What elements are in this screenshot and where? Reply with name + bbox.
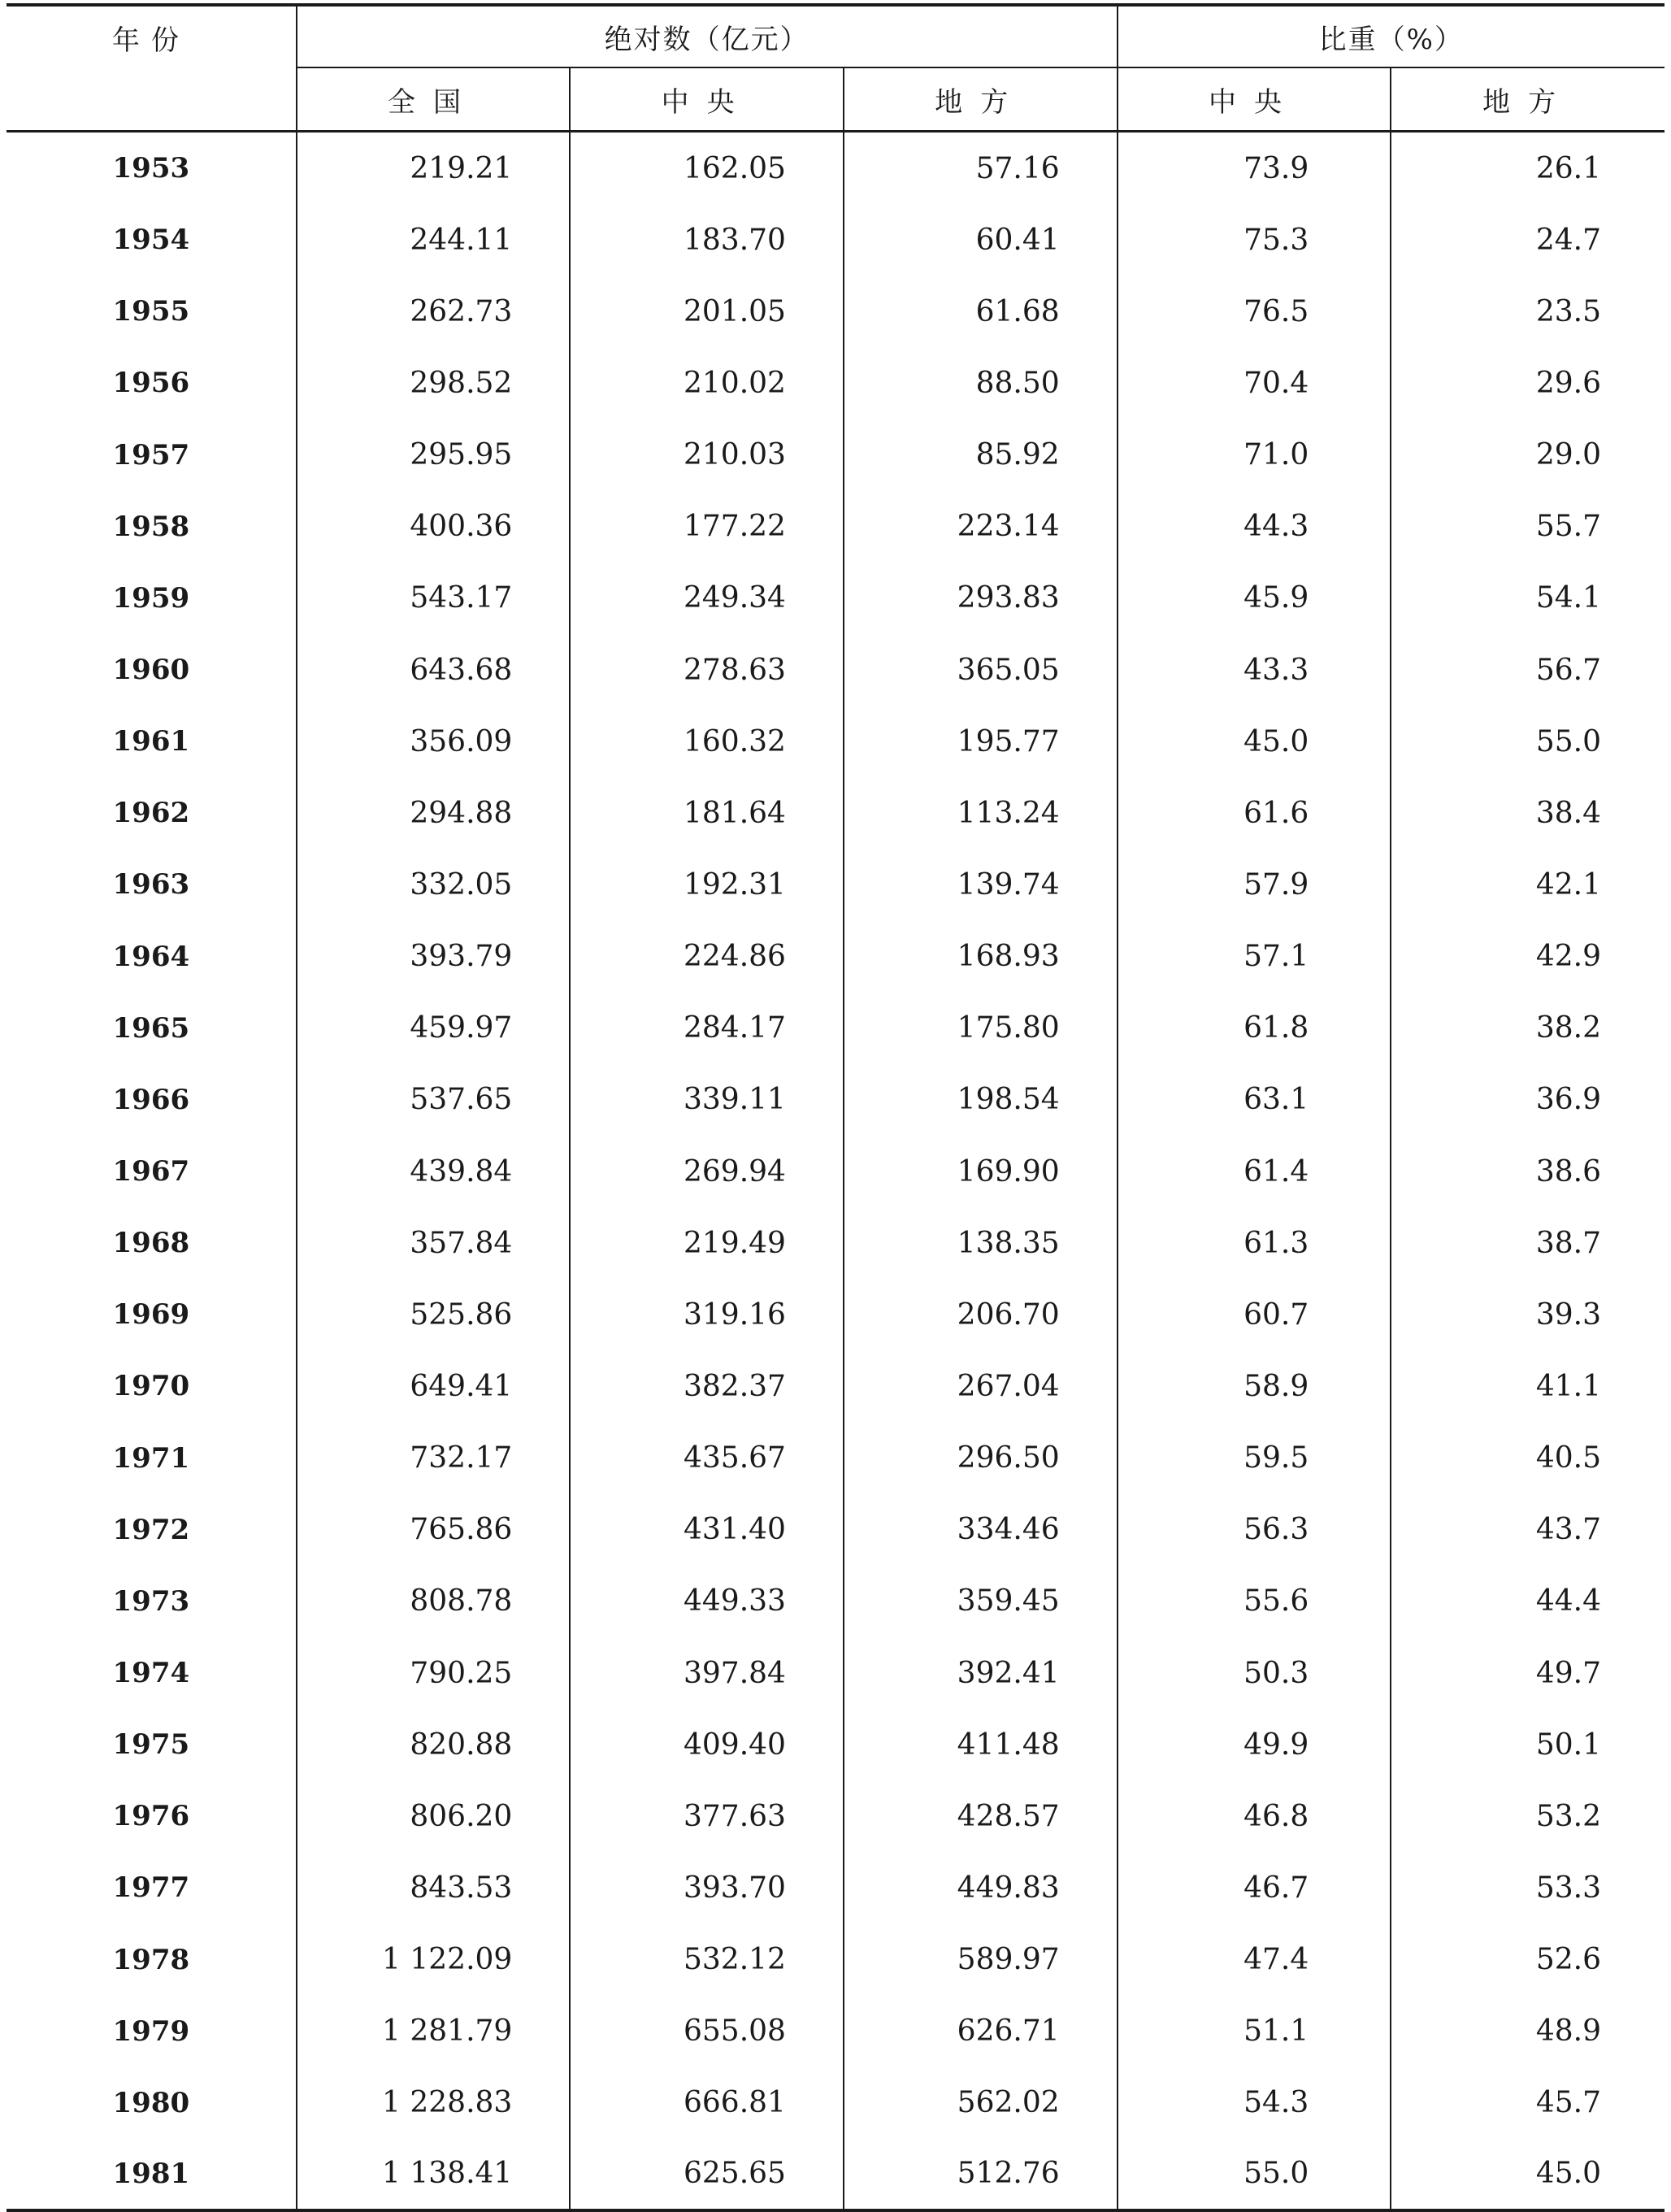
local-cell: 334.46 [844, 1494, 1118, 1566]
year-cell: 1958 [7, 491, 297, 563]
table-row [7, 276, 1664, 347]
share-local-cell: 54.1 [1535, 581, 1601, 615]
total-cell: 525.86 [297, 1279, 571, 1350]
local-cell: 392.41 [844, 1637, 1118, 1709]
share-central-cell: 63.1 [1118, 1064, 1391, 1136]
year-cell: 1978 [7, 1924, 297, 1996]
absolute-amount-group-header: 绝对数（亿元） [297, 5, 1118, 67]
share-central-cell: 71.0 [1118, 419, 1391, 491]
share-central-cell: 47.4 [1118, 1924, 1391, 1996]
table-row [7, 1852, 1664, 1923]
central-cell: 431.40 [570, 1494, 844, 1566]
share-central-cell: 70.4 [1118, 347, 1391, 419]
year-cell: 1973 [7, 1566, 297, 1637]
share-central-cell: 55.6 [1118, 1566, 1391, 1637]
central-cell: 625.65 [570, 2139, 844, 2210]
year-cell: 1980 [7, 2067, 297, 2139]
total-cell: 244.11 [297, 204, 571, 276]
local-cell: 293.83 [844, 563, 1118, 634]
header-row-groups [7, 5, 1664, 67]
total-cell: 1 138.41 [297, 2139, 571, 2210]
table-row [7, 777, 1664, 849]
total-cell: 643.68 [297, 634, 571, 706]
table-row [7, 1996, 1664, 2067]
local-cell: 138.35 [844, 1207, 1118, 1279]
table-row [7, 706, 1664, 777]
central-cell: 655.08 [570, 1996, 844, 2067]
share-central-cell: 61.8 [1118, 993, 1391, 1064]
share-local-cell: 55.7 [1535, 510, 1601, 544]
share-local-cell: 41.1 [1535, 1369, 1601, 1403]
fiscal-data-table [7, 3, 1664, 2212]
year-cell: 1962 [7, 777, 297, 849]
share-local-cell: 23.5 [1535, 294, 1601, 328]
total-cell: 649.41 [297, 1350, 571, 1422]
local-cell: 512.76 [844, 2139, 1118, 2210]
share-central-cell: 61.4 [1118, 1136, 1391, 1207]
central-cell: 339.11 [570, 1064, 844, 1136]
table-row [7, 1494, 1664, 1566]
year-cell: 1981 [7, 2139, 297, 2210]
table-row [7, 1207, 1664, 1279]
share-central-cell: 57.9 [1118, 849, 1391, 920]
local-cell: 562.02 [844, 2067, 1118, 2139]
table-row [7, 204, 1664, 276]
total-cell: 543.17 [297, 563, 571, 634]
share-local-cell: 50.1 [1535, 1727, 1601, 1762]
table-row [7, 563, 1664, 634]
table-row [7, 1924, 1664, 1996]
table-row [7, 2067, 1664, 2139]
share-local-cell: 42.9 [1535, 940, 1601, 974]
central-cell: 160.32 [570, 706, 844, 777]
central-cell: 449.33 [570, 1566, 844, 1637]
central-cell: 397.84 [570, 1637, 844, 1709]
share-central-cell: 75.3 [1118, 204, 1391, 276]
share-local-cell: 29.0 [1535, 438, 1601, 472]
central-cell: 666.81 [570, 2067, 844, 2139]
table-row [7, 347, 1664, 419]
year-cell: 1964 [7, 921, 297, 993]
table-row [7, 1566, 1664, 1637]
share-central-cell: 55.0 [1118, 2139, 1391, 2210]
year-cell: 1972 [7, 1494, 297, 1566]
total-cell: 820.88 [297, 1709, 571, 1780]
central-cell: 409.40 [570, 1709, 844, 1780]
central-cell: 435.67 [570, 1423, 844, 1494]
local-cell: 168.93 [844, 921, 1118, 993]
share-local-cell: 55.0 [1535, 724, 1601, 758]
total-cell: 1 228.83 [297, 2067, 571, 2139]
central-cell: 201.05 [570, 276, 844, 347]
share-central-cell: 61.6 [1118, 777, 1391, 849]
year-cell: 1961 [7, 706, 297, 777]
local-cell: 206.70 [844, 1279, 1118, 1350]
table-row [7, 491, 1664, 563]
table-row [7, 1709, 1664, 1780]
share-central-cell: 45.9 [1118, 563, 1391, 634]
local-cell: 365.05 [844, 634, 1118, 706]
table-row [7, 993, 1664, 1064]
total-cell: 537.65 [297, 1064, 571, 1136]
total-cell: 808.78 [297, 1566, 571, 1637]
central-cell: 210.02 [570, 347, 844, 419]
share-central-cell: 46.8 [1118, 1780, 1391, 1852]
share-central-cell: 51.1 [1118, 1996, 1391, 2067]
total-cell: 298.52 [297, 347, 571, 419]
share-group-header: 比重（%） [1318, 23, 1464, 56]
local-cell: 296.50 [844, 1423, 1118, 1494]
table-header [7, 5, 1664, 132]
central-cell: 284.17 [570, 993, 844, 1064]
central-cell: 269.94 [570, 1136, 844, 1207]
share-central-cell: 49.9 [1118, 1709, 1391, 1780]
total-cell: 732.17 [297, 1423, 571, 1494]
total-cell: 357.84 [297, 1207, 571, 1279]
share-local-cell: 26.1 [1535, 151, 1601, 185]
total-cell: 356.09 [297, 706, 571, 777]
share-central-cell: 56.3 [1118, 1494, 1391, 1566]
central-cell: 177.22 [570, 491, 844, 563]
year-cell: 1975 [7, 1709, 297, 1780]
year-cell: 1966 [7, 1064, 297, 1136]
total-cell: 393.79 [297, 921, 571, 993]
local-cell: 267.04 [844, 1350, 1118, 1422]
share-central-cell: 57.1 [1118, 921, 1391, 993]
central-cell: 181.64 [570, 777, 844, 849]
table-row [7, 1279, 1664, 1350]
share-local-cell: 38.7 [1535, 1226, 1601, 1260]
table-row [7, 419, 1664, 491]
table-row [7, 1350, 1664, 1422]
central-cell: 162.05 [570, 132, 844, 205]
local-cell: 60.41 [844, 204, 1118, 276]
local-cell: 223.14 [844, 491, 1118, 563]
share-local-column-header: 地方 [1391, 67, 1664, 132]
total-cell: 459.97 [297, 993, 571, 1064]
total-cell: 765.86 [297, 1494, 571, 1566]
total-cell: 332.05 [297, 849, 571, 920]
total-cell: 262.73 [297, 276, 571, 347]
year-cell: 1965 [7, 993, 297, 1064]
share-local-cell: 38.4 [1535, 796, 1601, 830]
year-cell: 1967 [7, 1136, 297, 1207]
local-cell: 195.77 [844, 706, 1118, 777]
share-central-cell: 73.9 [1118, 132, 1391, 205]
share-central-cell: 59.5 [1118, 1423, 1391, 1494]
year-cell: 1970 [7, 1350, 297, 1422]
central-cell: 319.16 [570, 1279, 844, 1350]
share-local-cell: 53.2 [1535, 1799, 1601, 1833]
central-cell: 192.31 [570, 849, 844, 920]
table-row [7, 921, 1664, 993]
local-column-header: 地方 [844, 67, 1118, 132]
share-local-cell: 49.7 [1535, 1656, 1601, 1690]
share-local-cell: 29.6 [1535, 366, 1601, 400]
local-cell: 589.97 [844, 1924, 1118, 1996]
total-cell: 295.95 [297, 419, 571, 491]
share-central-cell: 46.7 [1118, 1852, 1391, 1923]
year-cell: 1977 [7, 1852, 297, 1923]
table-row [7, 1423, 1664, 1494]
share-local-cell: 52.6 [1535, 1943, 1601, 1977]
central-cell: 210.03 [570, 419, 844, 491]
share-local-cell: 38.2 [1535, 1011, 1601, 1045]
total-cell: 843.53 [297, 1852, 571, 1923]
share-central-cell: 50.3 [1118, 1637, 1391, 1709]
local-cell: 88.50 [844, 347, 1118, 419]
table-row [7, 132, 1664, 205]
share-local-cell: 44.4 [1535, 1584, 1601, 1619]
share-local-cell: 42.1 [1535, 867, 1601, 902]
share-local-cell: 56.7 [1535, 653, 1601, 687]
share-central-cell: 54.3 [1118, 2067, 1391, 2139]
central-cell: 382.37 [570, 1350, 844, 1422]
central-cell: 377.63 [570, 1780, 844, 1852]
year-cell: 1974 [7, 1637, 297, 1709]
year-cell: 1979 [7, 1996, 297, 2067]
share-local-cell: 45.0 [1391, 2139, 1664, 2210]
table-body [7, 132, 1664, 2210]
table-row [7, 1136, 1664, 1207]
share-local-cell: 45.7 [1535, 2086, 1601, 2120]
local-cell: 169.90 [844, 1136, 1118, 1207]
share-local-cell: 38.6 [1535, 1154, 1601, 1189]
year-cell: 1969 [7, 1279, 297, 1350]
total-cell: 219.21 [297, 132, 571, 205]
share-central-cell: 45.0 [1118, 706, 1391, 777]
share-central-cell: 61.3 [1118, 1207, 1391, 1279]
share-local-cell: 53.3 [1535, 1871, 1601, 1905]
share-local-cell: 40.5 [1535, 1441, 1601, 1475]
share-local-cell: 43.7 [1535, 1513, 1601, 1547]
total-cell: 439.84 [297, 1136, 571, 1207]
central-cell: 249.34 [570, 563, 844, 634]
share-central-column-header: 中央 [1118, 67, 1391, 132]
share-local-cell: 36.9 [1535, 1083, 1601, 1117]
year-cell: 1956 [7, 347, 297, 419]
year-cell: 1955 [7, 276, 297, 347]
table-row [7, 2139, 1664, 2210]
year-cell: 1960 [7, 634, 297, 706]
share-central-cell: 58.9 [1118, 1350, 1391, 1422]
total-cell: 1 122.09 [297, 1924, 571, 1996]
share-local-cell: 48.9 [1535, 2014, 1601, 2049]
year-column-header: 年份 [7, 5, 297, 132]
local-cell: 175.80 [844, 993, 1118, 1064]
central-cell: 224.86 [570, 921, 844, 993]
local-cell: 428.57 [844, 1780, 1118, 1852]
year-cell: 1976 [7, 1780, 297, 1852]
share-central-cell: 76.5 [1118, 276, 1391, 347]
table-row [7, 634, 1664, 706]
total-cell: 294.88 [297, 777, 571, 849]
local-cell: 61.68 [844, 276, 1118, 347]
share-local-cell: 39.3 [1535, 1297, 1601, 1332]
year-cell: 1957 [7, 419, 297, 491]
total-cell: 790.25 [297, 1637, 571, 1709]
table-row [7, 849, 1664, 920]
local-cell: 198.54 [844, 1064, 1118, 1136]
central-column-header: 中央 [570, 67, 844, 132]
local-cell: 411.48 [844, 1709, 1118, 1780]
year-cell: 1963 [7, 849, 297, 920]
share-central-cell: 60.7 [1118, 1279, 1391, 1350]
total-cell: 806.20 [297, 1780, 571, 1852]
central-cell: 183.70 [570, 204, 844, 276]
table-row [7, 1637, 1664, 1709]
table-row [7, 1064, 1664, 1136]
local-cell: 139.74 [844, 849, 1118, 920]
local-cell: 359.45 [844, 1566, 1118, 1637]
local-cell: 113.24 [844, 777, 1118, 849]
local-cell: 85.92 [844, 419, 1118, 491]
share-central-cell: 44.3 [1118, 491, 1391, 563]
total-column-header: 全国 [297, 67, 571, 132]
local-cell: 626.71 [844, 1996, 1118, 2067]
central-cell: 278.63 [570, 634, 844, 706]
central-cell: 219.49 [570, 1207, 844, 1279]
local-cell: 57.16 [844, 132, 1118, 205]
total-cell: 400.36 [297, 491, 571, 563]
year-cell: 1953 [7, 132, 297, 205]
share-local-cell: 24.7 [1535, 223, 1601, 257]
year-cell: 1954 [7, 204, 297, 276]
year-cell: 1959 [7, 563, 297, 634]
share-central-cell: 43.3 [1118, 634, 1391, 706]
year-cell: 1968 [7, 1207, 297, 1279]
local-cell: 449.83 [844, 1852, 1118, 1923]
central-cell: 532.12 [570, 1924, 844, 1996]
total-cell: 1 281.79 [297, 1996, 571, 2067]
central-cell: 393.70 [570, 1852, 844, 1923]
table-row [7, 1780, 1664, 1852]
year-cell: 1971 [7, 1423, 297, 1494]
